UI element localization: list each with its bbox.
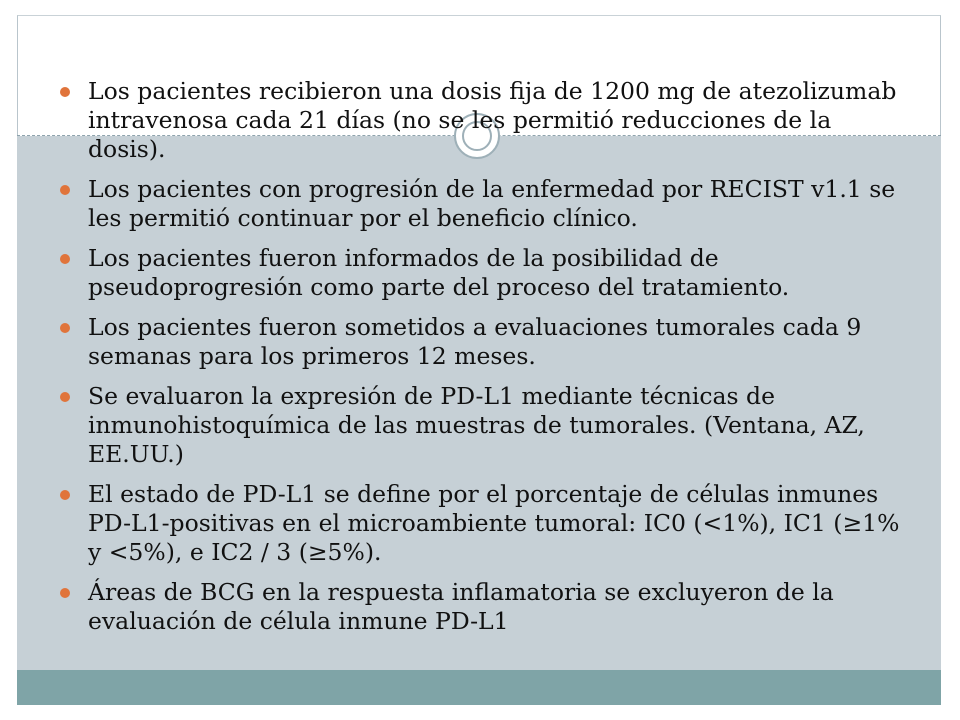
- bullet-dot-icon: [60, 185, 70, 195]
- bullet-text: Se evaluaron la expresión de PD-L1 mediante técnicas de inmunohistoquímica de las muestras de tumorales. (Ventana, AZ, EE.UU.): [88, 382, 865, 468]
- footer-band: [17, 670, 941, 705]
- bullet-text: El estado de PD-L1 se define por el porcentaje de células inmunes PD-L1-positivas en el microambiente tumoral: IC0 (<1%), IC1 (≥1% y <5%), e IC2 / 3 (≥5%).: [88, 480, 900, 566]
- bullet-dot-icon: [60, 87, 70, 97]
- bullet-item: [60, 175, 910, 233]
- bullet-dot-icon: [60, 490, 70, 500]
- bullet-text: Los pacientes con progresión de la enfermedad por RECIST v1.1 se les permitió continuar por el beneficio clínico.: [88, 175, 896, 232]
- bullet-dot-icon: [60, 323, 70, 333]
- bullet-dot-icon: [60, 392, 70, 402]
- bullet-item: [60, 313, 910, 371]
- bullet-dot-icon: [60, 588, 70, 598]
- bullet-text: Los pacientes fueron informados de la posibilidad de pseudoprogresión como parte del proceso del tratamiento.: [88, 244, 790, 301]
- bullet-list: [60, 77, 910, 647]
- bullet-item: [60, 578, 910, 636]
- bullet-text: Áreas de BCG en la respuesta inflamatoria se excluyeron de la evaluación de célula inmune PD-L1: [88, 578, 834, 635]
- bullet-text: Los pacientes fueron sometidos a evaluaciones tumorales cada 9 semanas para los primeros 12 meses.: [88, 313, 862, 370]
- bullet-item: [60, 480, 910, 567]
- bullet-text: Los pacientes recibieron una dosis fija de 1200 mg de atezolizumab intravenosa cada 21 días (no se les permitió reducciones de la dosis).: [88, 77, 897, 163]
- bullet-item: [60, 382, 910, 469]
- bullet-item: [60, 244, 910, 302]
- bullet-dot-icon: [60, 254, 70, 264]
- bullet-item: [60, 77, 910, 164]
